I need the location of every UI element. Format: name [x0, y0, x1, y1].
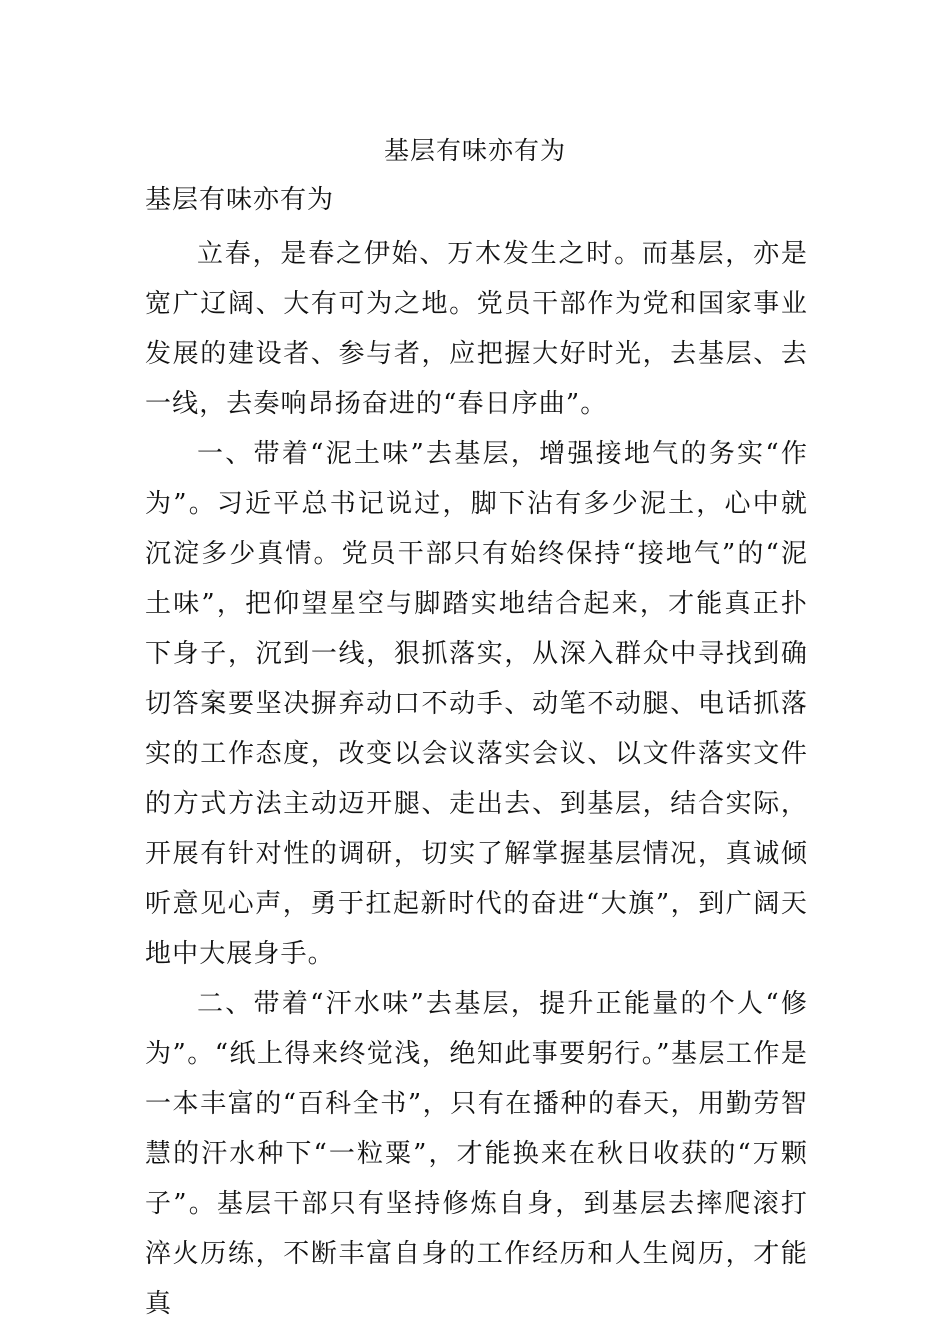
- document-subtitle: 基层有味亦有为: [145, 185, 335, 215]
- paragraph-intro: 立春，是春之伊始、万木发生之时。而基层，亦是宽广辽阔、大有可为之地。党员干部作为党和国家事业发展的建设者、参与者，应把握大好时光，去基层、去一线，去奏响昂扬奋进的“春日序曲”。: [145, 239, 808, 419]
- document-body: [145, 229, 808, 1329]
- document-title: 基层有味亦有为: [383, 136, 566, 165]
- paragraph-section-one: 一、带着“泥土味”去基层，增强接地气的务实“作为”。习近平总书记说过，脚下沾有多少泥土，心中就沉淀多少真情。党员干部只有始终保持“接地气”的“泥土味”，把仰望星空与脚踏实地结合起来，才能真正扑下身子，沉到一线，狠抓落实，从深入群众中寻找到确切答案要坚决摒弃动口不动手、动笔不动腿、电话抓落实的工作态度，改变以会议落实会议、以文件落实文件的方式方法主动迈开腿、走出去、到基层，结合实际，开展有针对性的调研，切实了解掌握基层情况，真诚倾听意见心声，勇于扛起新时代的奋进“大旗”，到广阔天地中大展身手。: [145, 439, 808, 969]
- paragraph-section-two: 二、带着“汗水味”去基层，提升正能量的个人“修为”。“纸上得来终觉浅，绝知此事要躬行。”基层工作是一本丰富的“百科全书”，只有在播种的春天，用勤劳智慧的汗水种下“一粒粟”，才能换来在秋日收获的“万颗子”。基层干部只有坚持修炼自身，到基层去摔爬滚打淬火历练，不断丰富自身的工作经历和人生阅历，才能真: [145, 989, 808, 1319]
